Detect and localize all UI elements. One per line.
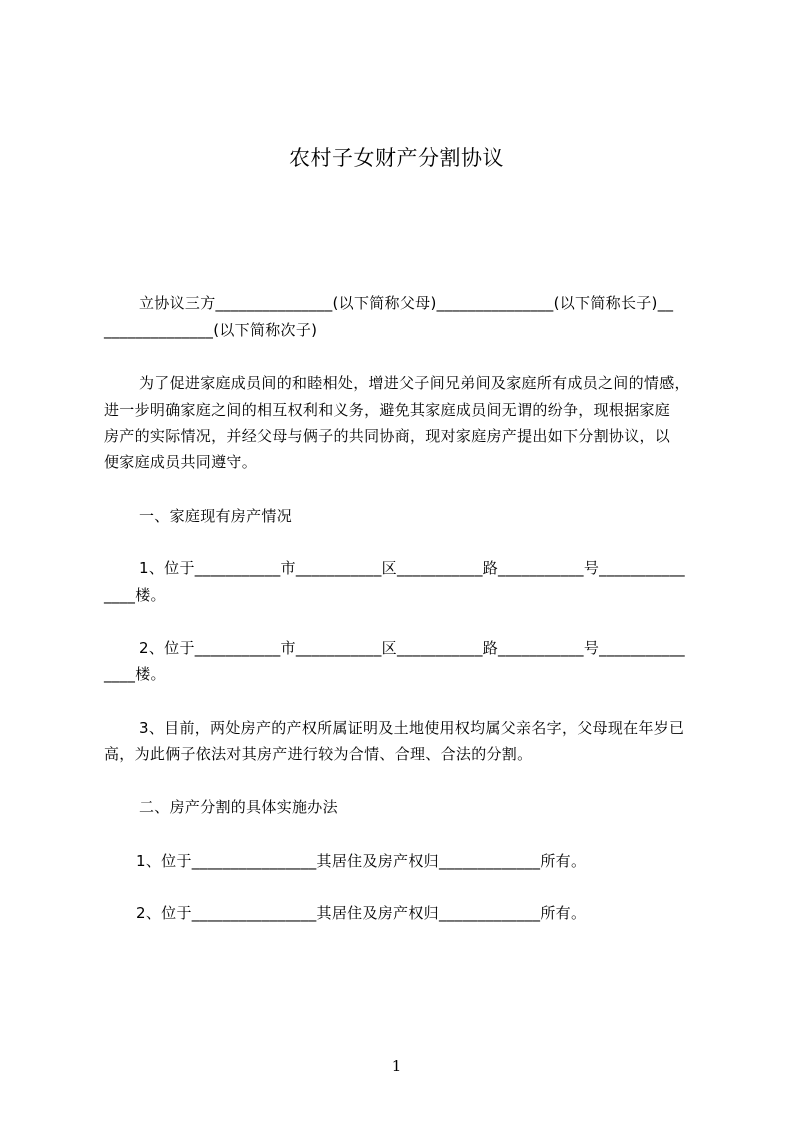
property-item-3-line-1: 3、目前，两处房产的产权所属证明及土地使用权均属父亲名字，父母现在年岁已: [139, 719, 685, 737]
section-heading-1: 一、家庭现有房产情况: [139, 507, 293, 525]
page-number: 1: [391, 1057, 402, 1075]
preamble-line-3: 房产的实际情况，并经父母与俩子的共同协商，现对家庭房产提出如下分割协议，以: [104, 427, 671, 445]
property-item-2-line-1: 2、位于___________市___________区___________路___________号___________: [139, 639, 685, 657]
preamble-line-1: 为了促进家庭成员间的和睦相处，增进父子间兄弟间及家庭所有成员之间的情感，: [139, 374, 690, 392]
property-item-2-line-2: ____楼。: [104, 665, 166, 683]
preamble-line-4: 便家庭成员共同遵守。: [104, 453, 258, 471]
document-title: 农村子女财产分割协议: [289, 146, 504, 170]
division-item-2: 2、位于________________其居住及房产权归_____________所有。: [136, 904, 587, 922]
property-item-1-line-2: ____楼。: [104, 586, 166, 604]
preamble-line-2: 进一步明确家庭之间的相互权利和义务，避免其家庭成员间无谓的纷争，现根据家庭: [104, 401, 671, 419]
property-item-1-line-1: 1、位于___________市___________区___________路___________号___________: [139, 559, 685, 577]
parties-line-1: 立协议三方_______________(以下简称父母)_______________(以下简称长子)__: [139, 294, 674, 312]
division-item-1: 1、位于________________其居住及房产权归_____________所有。: [136, 852, 587, 870]
property-item-3-line-2: 高，为此俩子依法对其房产进行较为合情、合理、合法的分割。: [104, 745, 533, 763]
section-heading-2: 二、房产分割的具体实施办法: [139, 798, 338, 816]
parties-line-2: ______________(以下简称次子): [104, 321, 318, 339]
